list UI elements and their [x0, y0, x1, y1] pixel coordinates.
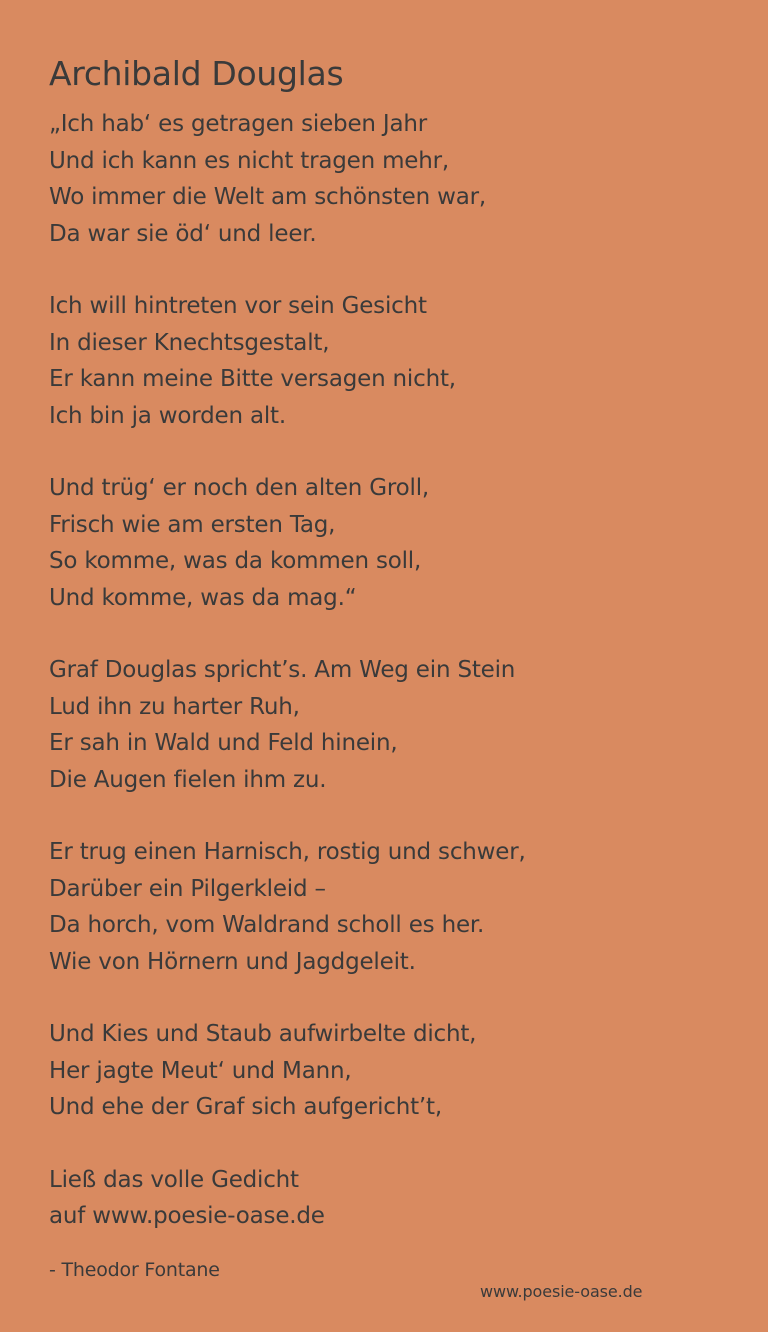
poem-line: Die Augen fielen ihm zu. [49, 766, 327, 793]
poem-line: Er sah in Wald und Feld hinein, [49, 730, 398, 756]
author-credit: - Theodor Fontane [49, 1259, 220, 1281]
poem-line: Graf Douglas spricht’s. Am Weg ein Stein [49, 657, 516, 683]
stanza-3 [49, 470, 739, 616]
stanza-5 [49, 834, 739, 980]
poem-line: Und ehe der Graf sich aufgericht’t, [49, 1094, 442, 1120]
poem-line: Ich will hintreten vor sein Gesicht [49, 293, 427, 319]
stanza-7-teaser [49, 1162, 739, 1235]
poem-line: So komme, was da kommen soll, [49, 548, 422, 574]
poem-line: Frisch wie am ersten Tag, [49, 511, 336, 538]
poem-line: auf www.poesie-oase.de [49, 1203, 325, 1229]
stanza-4 [49, 652, 739, 798]
poem-line: In dieser Knechtsgestalt, [49, 329, 330, 356]
poem-line: Da war sie öd‘ und leer. [49, 220, 317, 247]
poem-title: Archibald Douglas [49, 54, 344, 93]
poem-line: „Ich hab‘ es getragen sieben Jahr [49, 111, 427, 137]
stanza-1 [49, 106, 739, 252]
poem-line: Wie von Hörnern und Jagdgeleit. [49, 948, 416, 975]
poem-line: Er trug einen Harnisch, rostig und schwer, [49, 839, 526, 865]
poem-line: Darüber ein Pilgerkleid – [49, 875, 326, 902]
poem-line: Lud ihn zu harter Ruh, [49, 693, 300, 720]
poem-body [49, 106, 739, 1271]
poem-line: Und ich kann es nicht tragen mehr, [49, 147, 449, 174]
poem-line: Her jagte Meut‘ und Mann, [49, 1057, 352, 1084]
site-watermark: www.poesie-oase.de [480, 1282, 643, 1301]
stanza-2 [49, 288, 739, 434]
poem-line: Wo immer die Welt am schönsten war, [49, 184, 486, 210]
poem-line: Er kann meine Bitte versagen nicht, [49, 366, 456, 392]
stanza-6 [49, 1016, 739, 1126]
poem-line: Ich bin ja worden alt. [49, 402, 286, 429]
poem-line: Da horch, vom Waldrand scholl es her. [49, 912, 485, 938]
poem-line: Und Kies und Staub aufwirbelte dicht, [49, 1021, 477, 1047]
poem-line: Und komme, was da mag.“ [49, 584, 357, 611]
poem-line: Ließ das volle Gedicht [49, 1166, 299, 1193]
poem-line: Und trüg‘ er noch den alten Groll, [49, 475, 430, 501]
